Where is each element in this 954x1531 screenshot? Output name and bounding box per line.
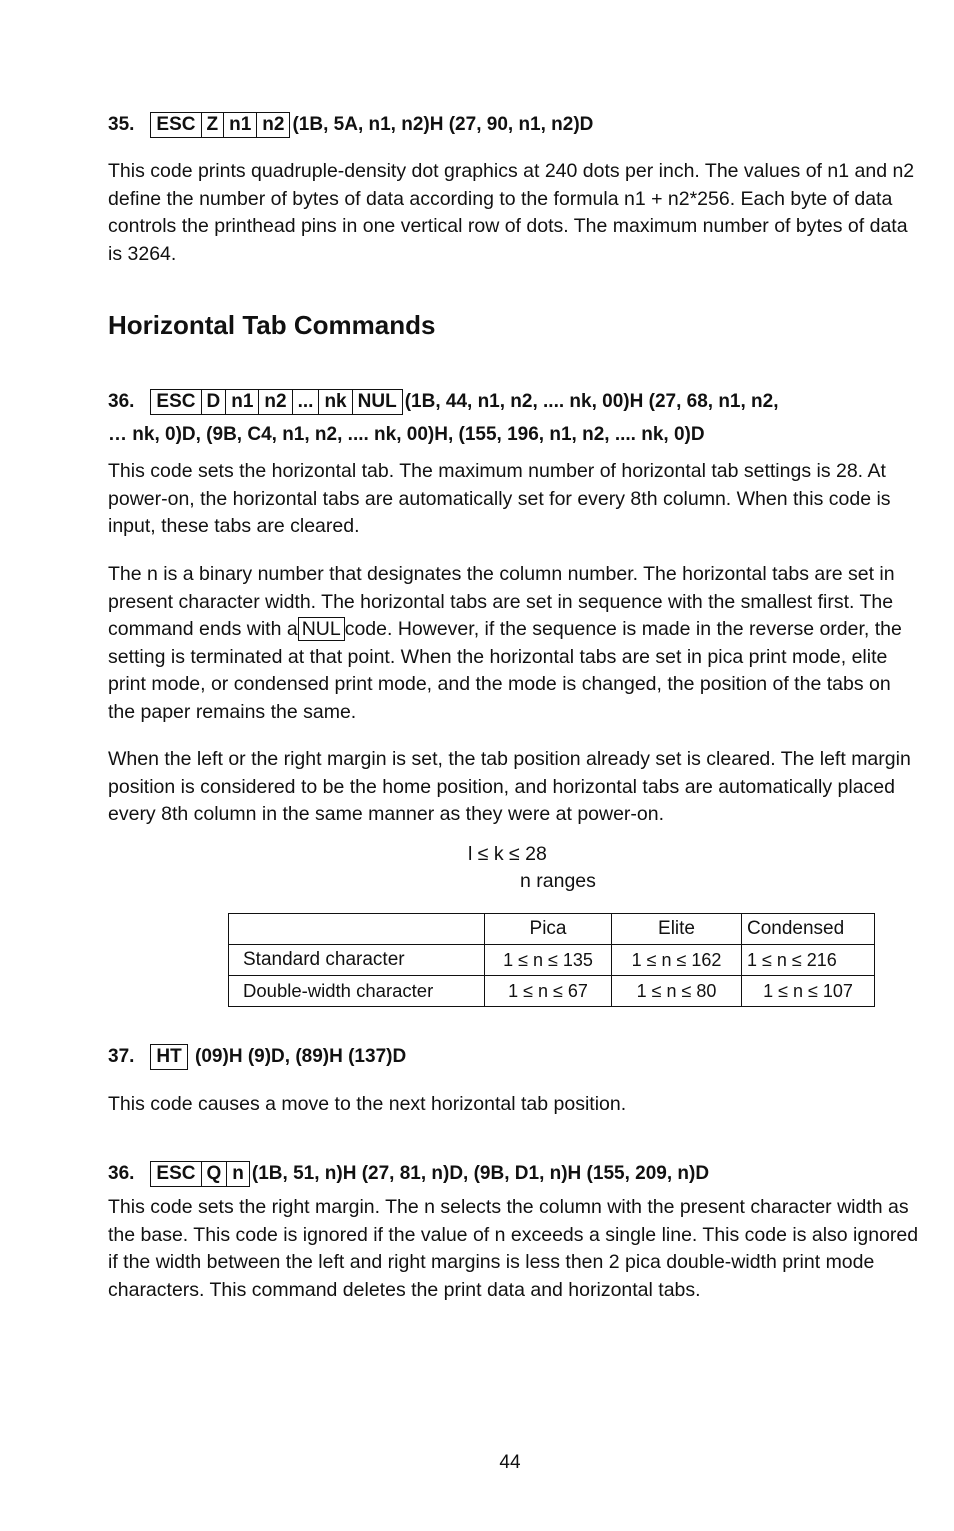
table-cell: 1 ≤ n ≤ 162 — [612, 945, 742, 976]
table-row — [229, 976, 875, 1007]
key: n1 — [226, 390, 259, 414]
table-cell: 1 ≤ n ≤ 107 — [742, 976, 875, 1007]
key: n2 — [262, 113, 285, 135]
table-header-row — [229, 914, 875, 945]
command-number: 37. — [108, 1046, 135, 1067]
table-cell: 1 ≤ n ≤ 135 — [485, 945, 612, 976]
key: ESC — [151, 390, 201, 414]
table-cell: 1 ≤ n ≤ 80 — [612, 976, 742, 1007]
command-number: 35. — [108, 114, 135, 135]
command-36-margin — [108, 1160, 709, 1188]
row-label: Double-width character — [229, 976, 485, 1007]
key: n — [232, 1162, 244, 1184]
command-number: 36. — [108, 391, 135, 412]
key: nk — [319, 390, 352, 414]
paragraph-36d: This code sets the right margin. The n selects the column with the present character width as the base. This code is ignored if the value of n exceeds a single line. This code is also ignored if the width between the left and right margins is less then 2 pica double-width print mode characters. This command deletes the print data and horizontal tabs. — [108, 1196, 919, 1301]
command-codes: (1B, 51, n)H (27, 81, n)D, (9B, D1, n)H (155, 209, n)D — [251, 1163, 710, 1184]
header-cell: Elite — [612, 914, 742, 945]
paragraph-36a: This code sets the horizontal tab. The maximum number of horizontal tab settings is 28. At power-on, the horizontal tabs are automatically set for every 8th column. When this code is input, these tabs are cleared. — [108, 460, 891, 537]
n-ranges-label: n ranges — [520, 870, 596, 892]
key-sequence — [150, 1044, 187, 1070]
k-range: l ≤ k ≤ 28 — [468, 843, 547, 865]
key: NUL — [357, 390, 397, 412]
table-cell: 1 ≤ n ≤ 67 — [485, 976, 612, 1007]
command-codes: (1B, 44, n1, n2, .... nk, 00)H (27, 68, n1, n2, — [404, 391, 779, 412]
paragraph-37: This code causes a move to the next horizontal tab position. — [108, 1093, 627, 1115]
key: HT — [156, 1045, 182, 1067]
paragraph-36c: When the left or the right margin is set, the tab position already set is cleared. The left margin position is considered to be the home position, and horizontal tabs are automatically placed every 8th column in the same manner as they were at power-on. — [108, 748, 911, 825]
key: n2 — [259, 390, 292, 414]
command-number: 36. — [108, 1163, 135, 1184]
text: code. However, if the sequence is made in the reverse order, the setting is terminated at that point. When the horizontal tabs are set in pica print mode, elite print mode, or condensed print mode, and the mode is changed, the position of the tabs on the paper remains the same. — [108, 618, 902, 723]
command-36-tab — [108, 388, 779, 416]
header-cell: Condensed — [742, 914, 875, 945]
text: The n is a binary number that designates the column number. The horizontal tabs are set in present character width. The horizontal tabs are set in sequence with the smallest first. The command ends with a — [108, 563, 895, 640]
paragraph-35: This code prints quadruple-density dot graphics at 240 dots per inch. The values of n1 and n2 define the number of bytes of data according to the formula n1 + n2*256. Each byte of data controls the printhead pins in one vertical row of dots. The maximum number of bytes of data is 3264. — [108, 160, 915, 265]
key-sequence — [150, 389, 402, 415]
command-codes-continued: … nk, 0)D, (9B, C4, n1, n2, .... nk, 00)H, (155, 196, n1, n2, .... nk, 0)D — [108, 424, 705, 445]
key: Z — [202, 113, 225, 137]
key-sequence — [150, 1161, 249, 1187]
page-number: 44 — [499, 1452, 521, 1473]
paragraph-36b — [108, 561, 922, 726]
row-label: Standard character — [229, 945, 485, 976]
key: ... — [293, 390, 320, 414]
key-sequence — [150, 112, 290, 138]
key: D — [202, 390, 227, 414]
header-cell: Pica — [485, 914, 612, 945]
section-heading: Horizontal Tab Commands — [108, 310, 436, 340]
table-row — [229, 945, 875, 976]
key: ESC — [151, 1162, 201, 1186]
key: n1 — [224, 113, 257, 137]
key: ESC — [151, 113, 201, 137]
key: Q — [202, 1162, 228, 1186]
command-codes: (09)H (9)D, (89)H (137)D — [195, 1046, 407, 1067]
command-codes: (1B, 5A, n1, n2)H (27, 90, n1, n2)D — [292, 114, 594, 135]
nul-key: NUL — [298, 617, 345, 641]
table-cell: 1 ≤ n ≤ 216 — [742, 945, 875, 976]
header-cell — [229, 914, 485, 945]
command-35 — [108, 111, 593, 139]
n-ranges-table — [228, 913, 875, 1007]
command-37 — [108, 1043, 406, 1071]
